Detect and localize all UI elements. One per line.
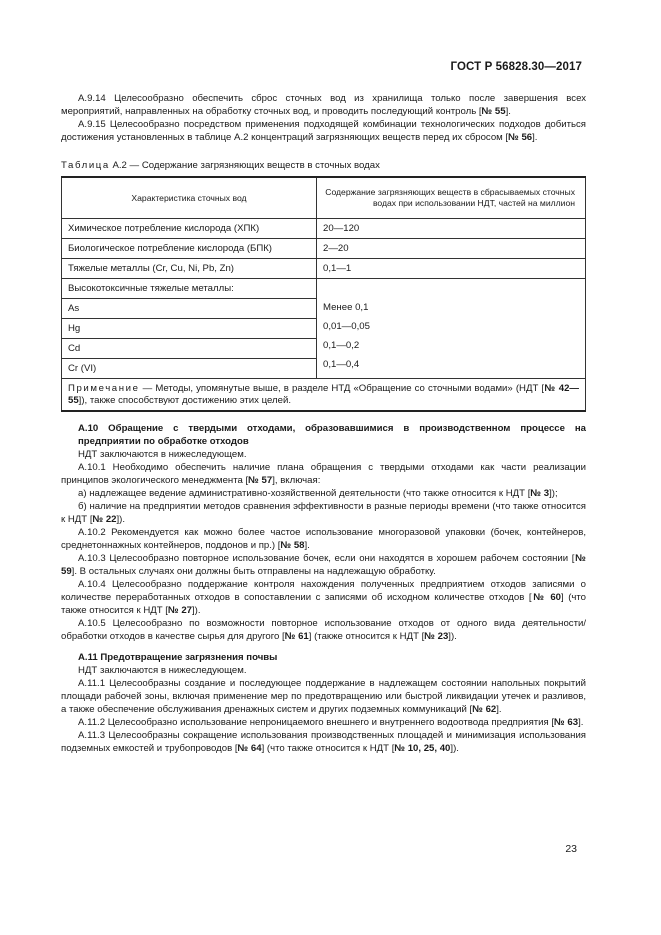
paragraph-a10-3: А.10.3 Целесообразно повторное использование бочек, если они находятся в хорошем рабочем состоянии [№ 59]. В остальных случаях они должны быть отправлены на надлежащую обработку. bbox=[61, 553, 587, 577]
group-values-cell bbox=[317, 279, 586, 379]
row-name: Тяжелые металлы (Cr, Cu, Ni, Pb, Zn) bbox=[62, 259, 317, 279]
pollutants-table bbox=[61, 176, 586, 412]
table-row bbox=[62, 219, 586, 239]
row-value: 0,01—0,05 bbox=[323, 321, 370, 332]
table-row bbox=[62, 239, 586, 259]
paragraph-a10-5: А.10.5 Целесообразно по возможности повторное использование отходов от одного вида деятельности/обработки отходов в качестве сырья для другого [№ 61] (также относится к НДТ [№ 23]). bbox=[61, 618, 586, 642]
paragraph: НДТ заключаются в нижеследующем. bbox=[78, 665, 247, 676]
document-header: ГОСТ Р 56828.30—2017 bbox=[450, 61, 582, 73]
row-value: 0,1—0,4 bbox=[323, 359, 360, 370]
row-name: Химическое потребление кислорода (ХПК) bbox=[62, 219, 317, 239]
list-item-b: б) наличие на предприятии методов сравнения эффективности в разные периоды времени (что также относится к НДТ [№ 22]). bbox=[61, 501, 586, 525]
paragraph-a10-4: А.10.4 Целесообразно поддержание контроля нахождения полученных предприятием отходов записями о количестве переработанных отходов в сопоставлении с записями об исходном количестве отходов [№ 60] (что также относится к НДТ [№ 27]). bbox=[61, 579, 587, 616]
row-value: 0,1—1 bbox=[317, 259, 586, 279]
section-heading-a10: А.10 Обращение с твердыми отходами, образовавшимися в производственном процессе на предприятии по обработке отходов bbox=[78, 423, 586, 447]
paragraph-a11-1: А.11.1 Целесообразны создание и последующее поддержание в надлежащем состоянии напольных покрытий площади рабочей зоны, включая применение мер по предотвращению или быстрой ликвидации утечек и разливов, а также обеспечение обслуживания дренажных систем и других подземных коммуникаций [№ 62]. bbox=[61, 678, 586, 715]
list-item-a: а) надлежащее ведение административно-хозяйственной деятельности (что также относится к НДТ [№ 3]); bbox=[78, 488, 558, 499]
group-label: Высокотоксичные тяжелые металлы: bbox=[62, 279, 317, 299]
row-value: 20—120 bbox=[317, 219, 586, 239]
row-name: Биологическое потребление кислорода (БПК) bbox=[62, 239, 317, 259]
paragraph-a11-2: А.11.2 Целесообразно использование непроницаемого внешнего и внутреннего водоотвода предприятия [№ 63]. bbox=[78, 717, 584, 728]
paragraph: НДТ заключаются в нижеследующем. bbox=[78, 449, 247, 460]
paragraph-a9-14: А.9.14 Целесообразно обеспечить сброс сточных вод из хранилища только после завершения всех мероприятий, направленных на обработку сточных вод, и проводить последующий контроль [№ 55]. bbox=[61, 93, 586, 117]
table-row bbox=[62, 279, 586, 299]
table-caption: Таблица А.2 — Содержание загрязняющих веществ в сточных водах bbox=[61, 160, 380, 171]
table-header-row bbox=[62, 177, 586, 219]
page-number: 23 bbox=[565, 843, 577, 855]
paragraph-a10-1: А.10.1 Необходимо обеспечить наличие плана обращения с твердыми отходами как части реализации принципов экологического менеджмента [№ 57], включая: bbox=[61, 462, 586, 486]
row-name: Hg bbox=[62, 319, 317, 339]
row-name: Cr (VI) bbox=[62, 359, 317, 379]
page-content bbox=[61, 92, 586, 755]
row-value: Менее 0,1 bbox=[323, 302, 369, 313]
row-value: 0,1—0,2 bbox=[323, 340, 360, 351]
table-note-row bbox=[62, 379, 586, 412]
paragraph-a11-3: А.11.3 Целесообразны сокращение использования производственных площадей и минимизация использования подземных емкостей и трубопроводов [№ 64] (что также относится к НДТ [№ 10, 25, 40]). bbox=[61, 730, 586, 754]
table-row bbox=[62, 259, 586, 279]
section-heading-a11: А.11 Предотвращение загрязнения почвы bbox=[78, 652, 278, 663]
paragraph-a10-2: А.10.2 Рекомендуется как можно более частое использование многоразовой упаковки (бочек, контейнеров, среднетоннажных контейнеров, поддонов и пр.) [№ 58]. bbox=[61, 527, 586, 551]
column-header-characteristic: Характеристика сточных вод bbox=[62, 177, 317, 219]
paragraph-a9-15: А.9.15 Целесообразно посредством применения подходящей комбинации технологических подходов добиться достижения установленных в таблице А.2 концентраций загрязняющих веществ перед их сбросом [№ 56]. bbox=[61, 119, 586, 143]
row-name: Cd bbox=[62, 339, 317, 359]
row-value: 2—20 bbox=[317, 239, 586, 259]
column-header-content: Содержание загрязняющих веществ в сбрасываемых сточных водах при использовании НДТ, частей на миллион bbox=[317, 177, 586, 219]
table-note: Примечание — Методы, упомянутые выше, в разделе НТД «Обращение со сточными водами» (НДТ [№ 42—55]), также способствуют достижению этих целей. bbox=[62, 379, 586, 412]
row-name: As bbox=[62, 299, 317, 319]
